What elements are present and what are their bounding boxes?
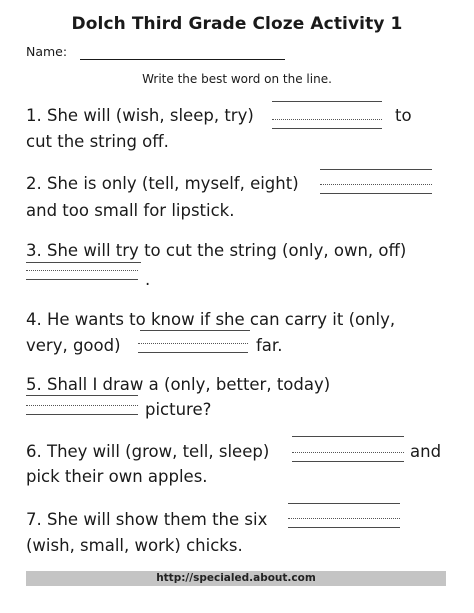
item-7-line-1: 7. She will show them the six xyxy=(26,510,268,529)
item-2-blank-guide xyxy=(320,169,432,170)
item-7-answer-blank[interactable] xyxy=(288,518,400,528)
item-5-line-2-after: picture? xyxy=(145,400,212,419)
item-1-line-1: 1. She will (wish, sleep, try) xyxy=(26,106,254,125)
item-4-line-1: 4. He wants to know if she can carry it (only, xyxy=(26,310,396,329)
item-6-answer-blank[interactable] xyxy=(292,452,404,462)
item-2-line-2: and too small for lipstick. xyxy=(26,201,235,220)
item-1-line-1-after: to xyxy=(395,106,412,125)
item-7-line-2: (wish, small, work) chicks. xyxy=(26,536,243,555)
item-7-blank-guide xyxy=(288,503,400,504)
footer-bar xyxy=(26,571,446,586)
name-label: Name: xyxy=(26,44,68,59)
item-5-answer-blank[interactable] xyxy=(26,405,138,415)
item-5-line-1: 5. Shall I draw a (only, better, today) xyxy=(26,375,331,394)
worksheet-title: Dolch Third Grade Cloze Activity 1 xyxy=(71,14,403,34)
item-4-answer-blank[interactable] xyxy=(138,343,248,353)
item-6-line-1-after: and xyxy=(410,442,442,461)
item-4-line-2-after: far. xyxy=(256,336,283,355)
item-6-blank-guide xyxy=(292,436,404,437)
item-3-line-2-after: . xyxy=(145,270,151,289)
item-4-line-2: very, good) xyxy=(26,336,121,355)
item-3-guide-line xyxy=(26,262,141,263)
item-5-guide-line xyxy=(26,395,138,396)
item-6-line-1: 6. They will (grow, tell, sleep) xyxy=(26,442,270,461)
item-2-line-1: 2. She is only (tell, myself, eight) xyxy=(26,174,299,193)
item-1-blank-guide xyxy=(272,101,382,102)
item-1-line-2: cut the string off. xyxy=(26,132,169,151)
instruction-text: Write the best word on the line. xyxy=(142,72,332,86)
item-6-line-2: pick their own apples. xyxy=(26,467,208,486)
item-1-answer-blank[interactable] xyxy=(272,119,382,129)
item-3-line-1: 3. She will try to cut the string (only, own, off) xyxy=(26,241,407,260)
name-field-line xyxy=(80,59,285,60)
item-4-guide-line xyxy=(140,330,250,331)
footer-url: http://specialed.about.com xyxy=(156,572,316,584)
item-2-answer-blank[interactable] xyxy=(320,184,432,194)
item-3-answer-blank[interactable] xyxy=(26,270,138,280)
